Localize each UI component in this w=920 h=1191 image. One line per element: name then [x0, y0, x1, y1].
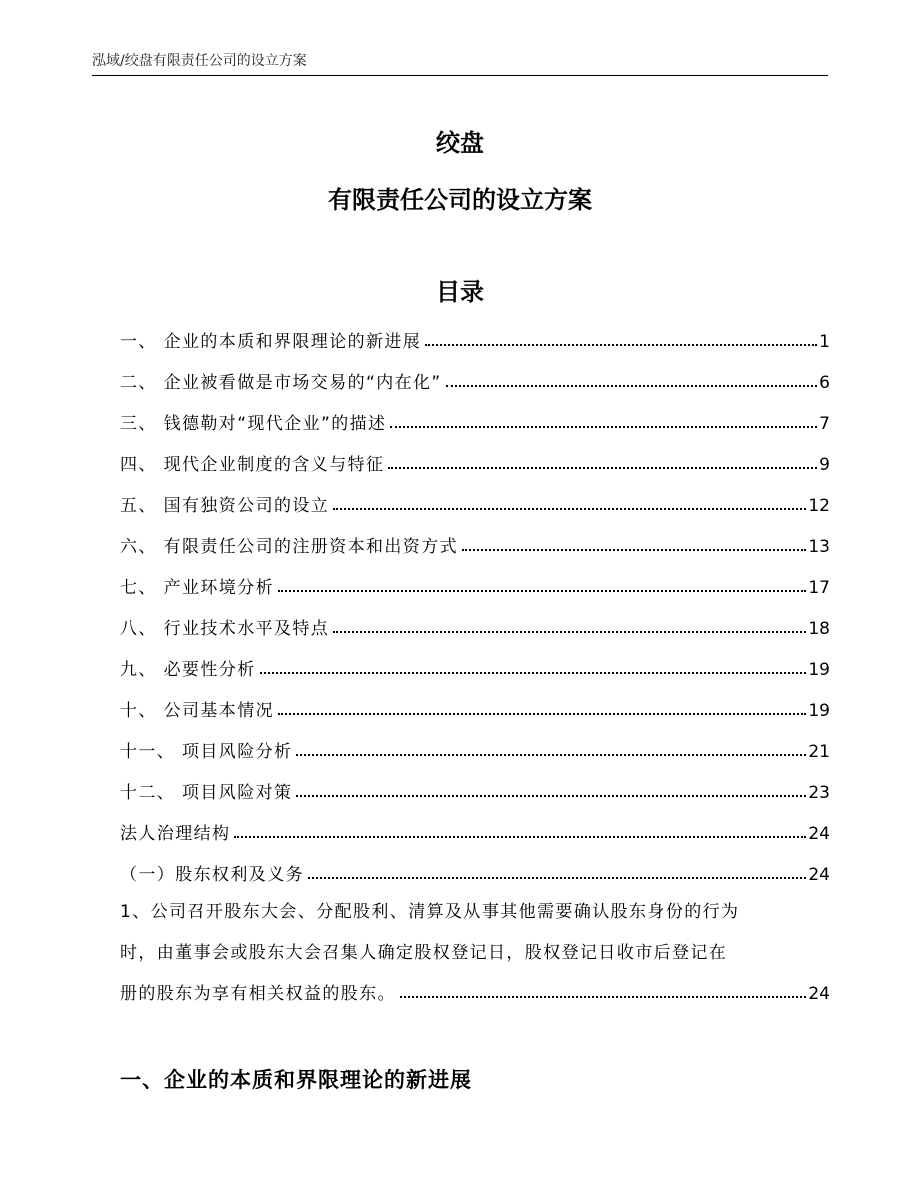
- toc-entry-label-line-3: 册的股东为享有相关权益的股东。: [120, 984, 396, 1004]
- toc-entry-page: 7: [819, 414, 830, 434]
- toc-entry-label: 法人治理结构: [120, 824, 231, 844]
- toc-dot-leader: [296, 795, 806, 797]
- toc-entry[interactable]: [120, 363, 830, 393]
- toc-entry-page: 19: [808, 701, 830, 721]
- toc-dot-leader: [260, 672, 807, 674]
- toc-entry-label: 十一、 项目风险分析: [120, 742, 293, 762]
- toc-entry-page: 1: [819, 332, 830, 352]
- toc-entry[interactable]: [120, 609, 830, 639]
- toc-entry-label: （一）股东权利及义务: [120, 865, 304, 885]
- section-heading: 一、企业的本质和界限理论的新进展: [120, 1068, 472, 1092]
- toc-dot-leader: [308, 877, 806, 879]
- toc-entry-label: 二、 企业被看做是市场交易的“内在化”: [120, 373, 442, 393]
- toc-dot-leader: [333, 631, 806, 633]
- toc-entry[interactable]: [120, 650, 830, 680]
- toc-entry-page: 24: [808, 984, 830, 1004]
- toc-entry[interactable]: [120, 404, 830, 434]
- toc-entry[interactable]: [120, 322, 830, 352]
- toc-entry-page: 13: [808, 537, 830, 557]
- toc-entry-label: 一、 企业的本质和界限理论的新进展: [120, 332, 422, 352]
- toc-dot-leader: [446, 385, 818, 387]
- toc-entry-label: 十、 公司基本情况: [120, 701, 275, 721]
- toc-entry-label: 三、 钱德勒对“现代企业”的描述: [120, 414, 387, 434]
- toc-dot-leader: [296, 754, 806, 756]
- page-header: 泓域/绞盘有限责任公司的设立方案: [92, 53, 307, 69]
- toc-dot-leader: [333, 508, 806, 510]
- toc-entry-label: 五、 国有独资公司的设立: [120, 496, 330, 516]
- toc-entry-page: 21: [808, 742, 830, 762]
- toc-entry-label: 四、 现代企业制度的含义与特征: [120, 455, 385, 475]
- toc-entry[interactable]: [120, 486, 830, 516]
- toc-dot-leader: [390, 426, 817, 428]
- toc-entry[interactable]: [120, 855, 830, 885]
- toc-dot-leader: [234, 836, 806, 838]
- toc-entry-label: 十二、 项目风险对策: [120, 783, 293, 803]
- toc-entry-page: 17: [808, 578, 830, 598]
- toc-entry[interactable]: [120, 732, 830, 762]
- toc-entry-page: 12: [808, 496, 830, 516]
- toc-entry-page: 19: [808, 660, 830, 680]
- toc-heading: 目录: [436, 278, 484, 306]
- toc-entry-page: 24: [808, 824, 830, 844]
- toc-entry[interactable]: [120, 814, 830, 844]
- toc-entry-page: 23: [808, 783, 830, 803]
- toc-entry-label: 七、 产业环境分析: [120, 578, 275, 598]
- toc-dot-leader: [425, 344, 817, 346]
- toc-entry-multiline[interactable]: [120, 892, 830, 1004]
- toc-entry[interactable]: [120, 568, 830, 598]
- toc-entry-label-line-1: 1、公司召开股东大会、分配股利、清算及从事其他需要确认股东身份的行为: [120, 902, 740, 922]
- document-title-line-1: 绞盘: [436, 129, 484, 157]
- toc-dot-leader: [462, 549, 806, 551]
- header-rule: [92, 75, 828, 76]
- toc-entry-page: 24: [808, 865, 830, 885]
- toc-entry-page: 6: [819, 373, 830, 393]
- toc-dot-leader: [278, 713, 806, 715]
- toc-entry[interactable]: [120, 527, 830, 557]
- toc-entry-label: 九、 必要性分析: [120, 660, 256, 680]
- toc-entry-label-line-2: 时，由董事会或股东大会召集人确定股权登记日，股权登记日收市后登记在: [120, 943, 728, 963]
- document-title-line-2: 有限责任公司的设立方案: [328, 186, 592, 214]
- toc-entry-last-line: [120, 974, 830, 1004]
- toc-entry[interactable]: [120, 773, 830, 803]
- toc-entry[interactable]: [120, 691, 830, 721]
- toc-dot-leader: [278, 590, 806, 592]
- toc-dot-leader: [400, 996, 806, 998]
- toc-entry[interactable]: [120, 445, 830, 475]
- toc-entry-label: 八、 行业技术水平及特点: [120, 619, 330, 639]
- toc-entry-page: 9: [819, 455, 830, 475]
- toc-entry-label: 六、 有限责任公司的注册资本和出资方式: [120, 537, 459, 557]
- toc-dot-leader: [388, 467, 817, 469]
- toc-entry-page: 18: [808, 619, 830, 639]
